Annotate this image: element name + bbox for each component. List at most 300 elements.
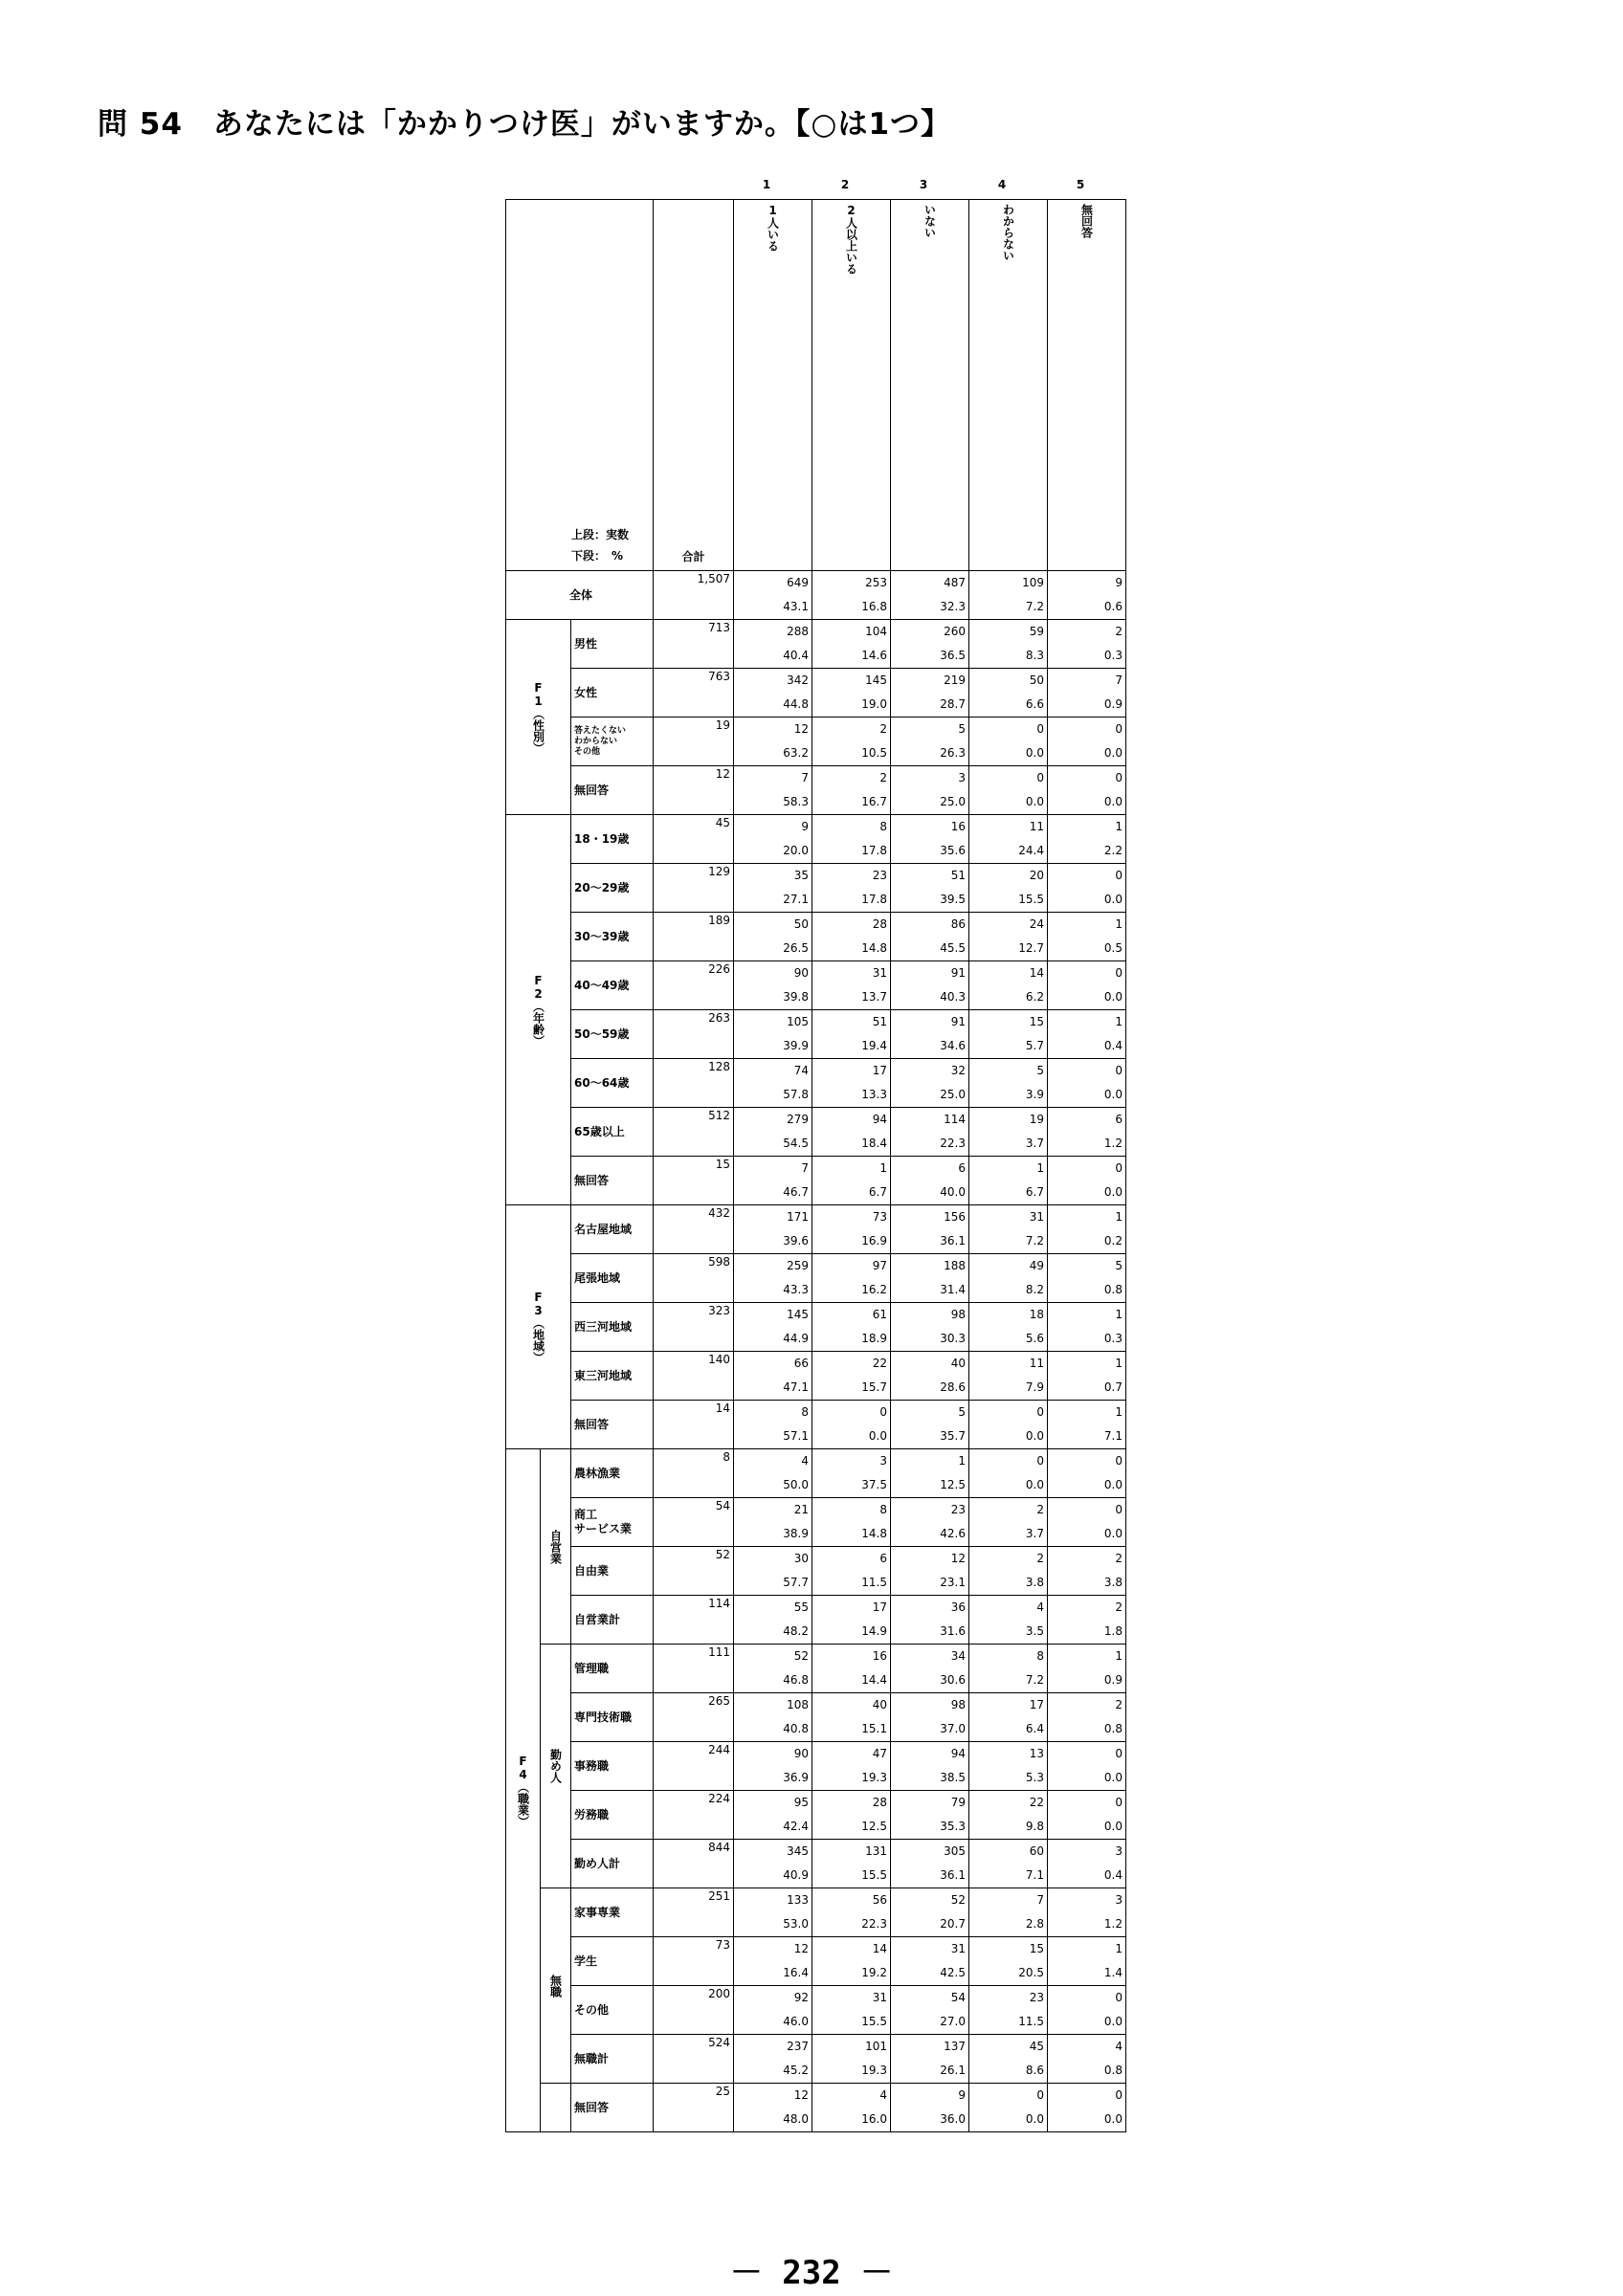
value-cell — [969, 1742, 1048, 1791]
percent-value: 0.9 — [1103, 1673, 1123, 1687]
percent-value: 35.7 — [940, 1429, 966, 1443]
count-value: 156 — [944, 1210, 966, 1224]
percent-value: 2.8 — [1025, 1917, 1044, 1931]
value-cell — [969, 1986, 1048, 2035]
count-value: 2 — [1036, 1552, 1044, 1565]
value-cell — [969, 2084, 1048, 2132]
percent-value: 0.9 — [1103, 697, 1123, 711]
value-cell — [969, 620, 1048, 669]
value-cell — [1048, 1645, 1126, 1693]
page-number: － 232 － — [729, 2254, 894, 2292]
count-value: 11 — [1029, 1357, 1044, 1370]
value-cell — [1048, 669, 1126, 718]
count-value: 3 — [1115, 1844, 1123, 1858]
percent-value: 5.7 — [1025, 1039, 1044, 1052]
percent-value: 34.6 — [940, 1039, 966, 1052]
count-value: 219 — [944, 673, 966, 687]
total-cell: 129 — [654, 864, 734, 913]
value-cell — [812, 1059, 891, 1108]
percent-value: 26.1 — [940, 2064, 966, 2077]
subgroup-label-text: 自営業 — [548, 1529, 563, 1564]
group-label-text: F4（職業） — [516, 1754, 530, 1827]
percent-value: 30.6 — [940, 1673, 966, 1687]
percent-value: 7.2 — [1025, 1673, 1044, 1687]
count-value: 94 — [950, 1747, 966, 1760]
percent-value: 3.7 — [1025, 1527, 1044, 1540]
row-label-text: 学生 — [574, 1954, 598, 1968]
percent-value: 17.8 — [861, 844, 887, 857]
count-value: 1 — [1115, 1405, 1123, 1419]
count-value: 1 — [879, 1161, 887, 1175]
row-label — [571, 1498, 654, 1547]
column-number: 1 — [762, 178, 771, 191]
value-cell — [891, 815, 969, 864]
count-value: 133 — [787, 1893, 809, 1907]
percent-value: 24.4 — [1018, 844, 1044, 857]
value-cell — [891, 1157, 969, 1205]
count-value: 12 — [793, 1942, 809, 1955]
total-header: 合計 — [654, 200, 734, 571]
count-value: 11 — [1029, 820, 1044, 833]
total-cell: 52 — [654, 1547, 734, 1596]
table-row — [506, 1010, 1126, 1059]
legend-upper: 上段：実数 — [571, 528, 630, 541]
percent-value: 14.8 — [861, 941, 887, 955]
percent-value: 0.0 — [1103, 746, 1123, 760]
value-cell — [734, 1840, 812, 1888]
value-cell — [812, 1498, 891, 1547]
row-label-text: 西三河地域 — [574, 1319, 633, 1334]
count-value: 145 — [787, 1308, 809, 1321]
value-cell — [891, 1888, 969, 1937]
percent-value: 36.1 — [940, 1868, 966, 1882]
count-value: 0 — [1115, 1454, 1123, 1468]
row-label-text: 40～49歳 — [574, 978, 630, 992]
count-value: 91 — [950, 1015, 966, 1028]
count-value: 0 — [1036, 1405, 1044, 1419]
percent-value: 6.4 — [1025, 1722, 1044, 1735]
column-header-label: 2人以上いる — [844, 204, 858, 275]
percent-value: 42.5 — [940, 1966, 966, 1979]
table-row — [506, 815, 1126, 864]
column-header — [812, 200, 891, 571]
percent-value: 2.2 — [1103, 844, 1123, 857]
legend — [506, 524, 653, 570]
percent-value: 36.1 — [940, 1234, 966, 1247]
percent-value: 46.7 — [783, 1185, 809, 1199]
row-label — [571, 2035, 654, 2084]
table-row — [506, 1937, 1126, 1986]
count-value: 0 — [1036, 771, 1044, 784]
percent-value: 7.2 — [1025, 1234, 1044, 1247]
value-cell — [1048, 1840, 1126, 1888]
value-cell — [1048, 1498, 1126, 1547]
percent-value: 7.1 — [1103, 1429, 1123, 1443]
percent-value: 16.4 — [783, 1966, 809, 1979]
value-cell — [734, 766, 812, 815]
count-value: 7 — [1115, 673, 1123, 687]
value-cell — [1048, 1937, 1126, 1986]
row-label-text: 勤め人計 — [574, 1856, 621, 1870]
percent-value: 16.9 — [861, 1234, 887, 1247]
percent-value: 40.0 — [940, 1185, 966, 1199]
percent-value: 39.8 — [783, 990, 809, 1004]
percent-value: 28.6 — [940, 1380, 966, 1394]
count-value: 9 — [801, 820, 809, 833]
percent-value: 15.5 — [1018, 893, 1044, 906]
count-value: 342 — [787, 673, 809, 687]
total-cell: 200 — [654, 1986, 734, 2035]
percent-value: 7.1 — [1025, 1868, 1044, 1882]
value-cell — [812, 1840, 891, 1888]
row-label — [571, 1791, 654, 1840]
count-value: 8 — [879, 1503, 887, 1516]
value-cell — [1048, 1986, 1126, 2035]
value-cell — [969, 961, 1048, 1010]
count-value: 52 — [793, 1649, 809, 1663]
row-label — [571, 1888, 654, 1937]
row-label-text: 無回答 — [574, 1417, 610, 1431]
count-value: 259 — [787, 1259, 809, 1272]
count-value: 31 — [872, 966, 887, 980]
count-value: 98 — [950, 1698, 966, 1711]
percent-value: 0.0 — [1103, 893, 1123, 906]
total-cell: 598 — [654, 1254, 734, 1303]
table-row — [506, 864, 1126, 913]
value-cell — [969, 1449, 1048, 1498]
value-cell — [891, 2035, 969, 2084]
percent-value: 3.7 — [1025, 1137, 1044, 1150]
percent-value: 37.5 — [861, 1478, 887, 1491]
count-value: 12 — [950, 1552, 966, 1565]
group-label — [506, 1449, 541, 2132]
row-label-text: 管理職 — [574, 1661, 610, 1675]
row-label-text: 農林漁業 — [574, 1466, 621, 1480]
count-value: 24 — [1029, 917, 1044, 931]
count-value: 19 — [1029, 1113, 1044, 1126]
row-label-text: 無回答 — [574, 1173, 610, 1187]
count-value: 345 — [787, 1844, 809, 1858]
percent-value: 44.8 — [783, 697, 809, 711]
row-label-text: 女性 — [574, 685, 598, 699]
count-value: 105 — [787, 1015, 809, 1028]
percent-value: 19.3 — [861, 2064, 887, 2077]
table-row — [506, 1498, 1126, 1547]
count-value: 61 — [872, 1308, 887, 1321]
count-value: 101 — [865, 2040, 887, 2053]
count-value: 90 — [793, 966, 809, 980]
value-cell — [1048, 864, 1126, 913]
count-value: 15 — [1029, 1942, 1044, 1955]
percent-value: 0.0 — [1025, 1478, 1044, 1491]
percent-value: 20.0 — [783, 844, 809, 857]
value-cell — [734, 1986, 812, 2035]
value-cell — [812, 2084, 891, 2132]
count-value: 4 — [1115, 2040, 1123, 2053]
percent-value: 25.0 — [940, 1088, 966, 1101]
percent-value: 27.0 — [940, 2015, 966, 2028]
count-value: 487 — [944, 576, 966, 589]
percent-value: 3.5 — [1025, 1624, 1044, 1638]
percent-value: 0.0 — [1025, 1429, 1044, 1443]
count-value: 47 — [872, 1747, 887, 1760]
percent-value: 0.0 — [1103, 1185, 1123, 1199]
value-cell — [969, 2035, 1048, 2084]
value-cell — [891, 1401, 969, 1449]
percent-value: 54.5 — [783, 1137, 809, 1150]
percent-value: 11.5 — [1018, 2015, 1044, 2028]
total-cell: 25 — [654, 2084, 734, 2132]
percent-value: 57.8 — [783, 1088, 809, 1101]
count-value: 79 — [950, 1796, 966, 1809]
percent-value: 3.9 — [1025, 1088, 1044, 1101]
value-cell — [812, 669, 891, 718]
total-cell: 224 — [654, 1791, 734, 1840]
count-value: 98 — [950, 1308, 966, 1321]
total-cell: 265 — [654, 1693, 734, 1742]
count-value: 188 — [944, 1259, 966, 1272]
percent-value: 25.0 — [940, 795, 966, 808]
row-label — [571, 1010, 654, 1059]
percent-value: 39.5 — [940, 893, 966, 906]
total-cell: 19 — [654, 718, 734, 766]
count-value: 0 — [1115, 2088, 1123, 2102]
value-cell — [1048, 913, 1126, 961]
table-row — [506, 1157, 1126, 1205]
count-value: 59 — [1029, 625, 1044, 638]
total-cell: 226 — [654, 961, 734, 1010]
count-value: 31 — [1029, 1210, 1044, 1224]
count-value: 2 — [1036, 1503, 1044, 1516]
value-cell — [1048, 1791, 1126, 1840]
page-title: 問 54 あなたには「かかりつけ医」がいますか。【○は1つ】 — [98, 107, 952, 142]
row-label — [571, 1937, 654, 1986]
row-label-text: 事務職 — [574, 1758, 610, 1773]
value-cell — [969, 669, 1048, 718]
total-cell: 111 — [654, 1645, 734, 1693]
percent-value: 6.7 — [868, 1185, 887, 1199]
count-value: 649 — [787, 576, 809, 589]
table-row — [506, 1645, 1126, 1693]
value-cell — [891, 1596, 969, 1645]
percent-value: 31.4 — [940, 1283, 966, 1296]
percent-value: 0.0 — [1103, 1478, 1123, 1491]
column-header — [1048, 200, 1126, 571]
row-label-text: 自営業計 — [574, 1612, 621, 1626]
value-cell — [891, 1986, 969, 2035]
value-cell — [734, 1205, 812, 1254]
column-number: 4 — [997, 178, 1007, 191]
total-cell: 54 — [654, 1498, 734, 1547]
value-cell — [891, 1742, 969, 1791]
table-row — [506, 2084, 1126, 2132]
row-label — [571, 1157, 654, 1205]
percent-value: 0.0 — [1103, 795, 1123, 808]
total-cell: 15 — [654, 1157, 734, 1205]
table-row — [506, 1791, 1126, 1840]
count-value: 95 — [793, 1796, 809, 1809]
count-value: 0 — [1115, 1064, 1123, 1077]
group-label-text: F2（年齢） — [531, 973, 545, 1047]
value-cell — [812, 1693, 891, 1742]
row-label-text: 全体 — [568, 587, 592, 602]
count-value: 23 — [872, 869, 887, 882]
count-value: 97 — [872, 1259, 887, 1272]
count-value: 0 — [1115, 966, 1123, 980]
percent-value: 13.3 — [861, 1088, 887, 1101]
value-cell — [891, 2084, 969, 2132]
row-label — [571, 1840, 654, 1888]
value-cell — [1048, 1108, 1126, 1157]
count-value: 6 — [1115, 1113, 1123, 1126]
table-row — [506, 1547, 1126, 1596]
count-value: 6 — [958, 1161, 966, 1175]
value-cell — [734, 961, 812, 1010]
row-label — [571, 1059, 654, 1108]
table-row — [506, 620, 1126, 669]
table-row — [506, 961, 1126, 1010]
value-cell — [891, 961, 969, 1010]
row-label — [571, 1596, 654, 1645]
value-cell — [1048, 1888, 1126, 1937]
count-value: 2 — [879, 771, 887, 784]
percent-value: 18.9 — [861, 1332, 887, 1345]
count-value: 4 — [1036, 1601, 1044, 1614]
count-value: 17 — [1029, 1698, 1044, 1711]
table-row — [506, 718, 1126, 766]
percent-value: 0.0 — [1103, 990, 1123, 1004]
value-cell — [734, 1010, 812, 1059]
percent-value: 16.0 — [861, 2112, 887, 2126]
subgroup-label — [541, 1645, 571, 1888]
row-label-text: 家事専業 — [574, 1905, 621, 1919]
value-cell — [969, 1059, 1048, 1108]
percent-value: 20.7 — [940, 1917, 966, 1931]
column-header-label: いない — [923, 204, 937, 238]
value-cell — [891, 1010, 969, 1059]
row-label — [571, 1303, 654, 1352]
count-value: 1 — [1115, 820, 1123, 833]
value-cell — [969, 1205, 1048, 1254]
total-cell: 524 — [654, 2035, 734, 2084]
table-row — [506, 571, 1126, 620]
count-value: 2 — [879, 722, 887, 736]
column-header — [891, 200, 969, 571]
count-value: 8 — [879, 820, 887, 833]
value-cell — [812, 961, 891, 1010]
table-row — [506, 1059, 1126, 1108]
count-value: 52 — [950, 1893, 966, 1907]
value-cell — [812, 1645, 891, 1693]
value-cell — [1048, 766, 1126, 815]
count-value: 253 — [865, 576, 887, 589]
total-cell: 713 — [654, 620, 734, 669]
count-value: 288 — [787, 625, 809, 638]
count-value: 12 — [793, 2088, 809, 2102]
value-cell — [969, 571, 1048, 620]
column-number-row — [727, 178, 1129, 197]
count-value: 86 — [950, 917, 966, 931]
value-cell — [1048, 1157, 1126, 1205]
percent-value: 40.3 — [940, 990, 966, 1004]
count-value: 28 — [872, 1796, 887, 1809]
percent-value: 8.6 — [1025, 2064, 1044, 2077]
value-cell — [891, 571, 969, 620]
count-value: 18 — [1029, 1308, 1044, 1321]
count-value: 92 — [793, 1991, 809, 2004]
count-value: 40 — [950, 1357, 966, 1370]
value-cell — [969, 1401, 1048, 1449]
row-label — [571, 913, 654, 961]
total-cell: 12 — [654, 766, 734, 815]
count-value: 131 — [865, 1844, 887, 1858]
crosstab-table — [505, 199, 1126, 2132]
value-cell — [891, 620, 969, 669]
percent-value: 0.4 — [1103, 1039, 1123, 1052]
row-label-text: 60～64歳 — [574, 1075, 630, 1090]
value-cell — [969, 1791, 1048, 1840]
row-label-text: 50～59歳 — [574, 1027, 630, 1041]
count-value: 1 — [1115, 1210, 1123, 1224]
value-cell — [734, 1547, 812, 1596]
count-value: 2 — [1115, 1601, 1123, 1614]
count-value: 0 — [1115, 869, 1123, 882]
percent-value: 19.3 — [861, 1771, 887, 1784]
value-cell — [734, 1742, 812, 1791]
value-cell — [891, 669, 969, 718]
percent-value: 19.0 — [861, 697, 887, 711]
total-cell: 14 — [654, 1401, 734, 1449]
value-cell — [734, 1937, 812, 1986]
column-header — [734, 200, 812, 571]
count-value: 0 — [1115, 1503, 1123, 1516]
row-label-text: 東三河地域 — [574, 1368, 633, 1382]
count-value: 17 — [872, 1601, 887, 1614]
percent-value: 0.2 — [1103, 1234, 1123, 1247]
value-cell — [969, 1937, 1048, 1986]
percent-value: 8.2 — [1025, 1283, 1044, 1296]
column-header-label: 無回答 — [1079, 204, 1094, 238]
count-value: 55 — [793, 1601, 809, 1614]
total-cell: 432 — [654, 1205, 734, 1254]
count-value: 32 — [950, 1064, 966, 1077]
row-label — [571, 1205, 654, 1254]
percent-value: 16.2 — [861, 1283, 887, 1296]
count-value: 260 — [944, 625, 966, 638]
subgroup-label — [541, 2084, 571, 2132]
count-value: 0 — [1036, 2088, 1044, 2102]
value-cell — [969, 864, 1048, 913]
table-row — [506, 1352, 1126, 1401]
count-value: 51 — [950, 869, 966, 882]
count-value: 7 — [801, 771, 809, 784]
table-row — [506, 1303, 1126, 1352]
count-value: 2 — [1115, 1552, 1123, 1565]
row-label-text: 答えたくない わからない その他 — [574, 725, 627, 757]
count-value: 51 — [872, 1015, 887, 1028]
count-value: 4 — [879, 2088, 887, 2102]
value-cell — [891, 718, 969, 766]
value-cell — [891, 1937, 969, 1986]
count-value: 0 — [879, 1405, 887, 1419]
percent-value: 57.1 — [783, 1429, 809, 1443]
value-cell — [969, 766, 1048, 815]
count-value: 109 — [1022, 576, 1044, 589]
column-header-label: わからない — [1001, 204, 1015, 261]
count-value: 36 — [950, 1601, 966, 1614]
total-cell: 251 — [654, 1888, 734, 1937]
percent-value: 5.3 — [1025, 1771, 1044, 1784]
